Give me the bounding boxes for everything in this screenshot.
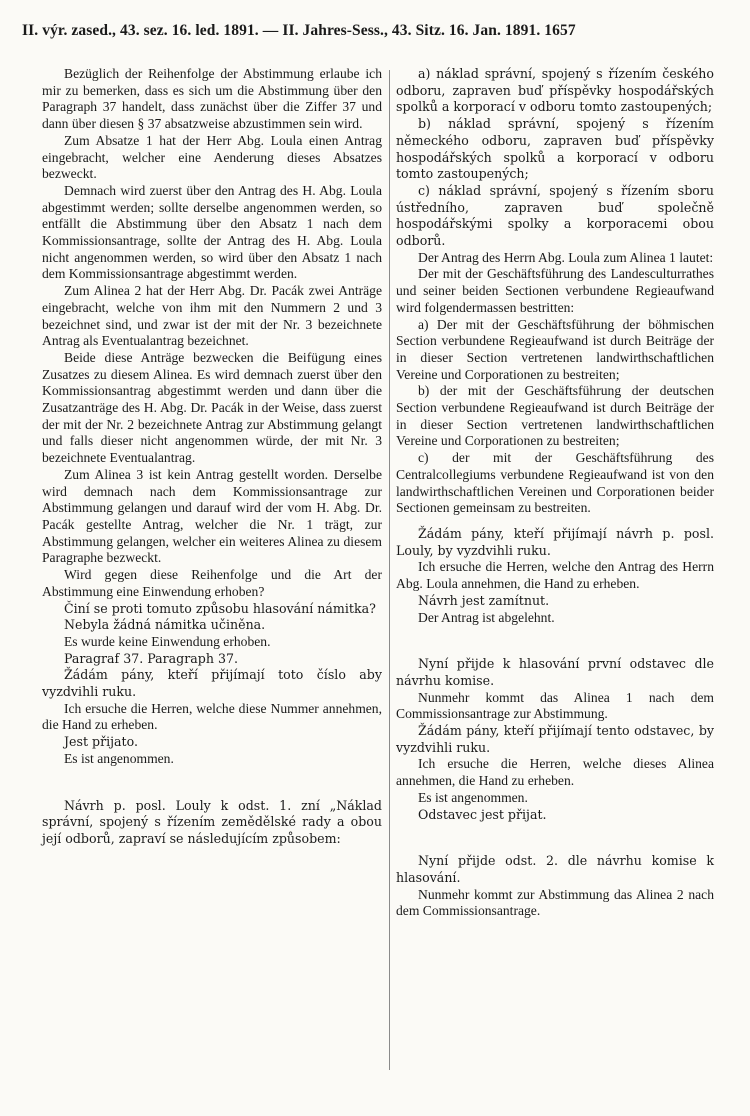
right-paragraph: b) der mit der Geschäftsführung der deutschen Section verbundene Regieaufwand ist durch Beiträge der in dieser Section vertretenen landwirthschaftlichen Vereine und Corporationen zu bestreiten; — [396, 383, 714, 449]
right-paragraph: Nunmehr kommt zur Abstimmung das Alinea 2 nach dem Commissionsantrage. — [396, 886, 714, 919]
left-paragraph: Zum Alinea 3 ist kein Antrag gestellt worden. Derselbe wird demnach nach dem Kommissionsantrage zur Abstimmung gelangen und darauf wird der vom H. Abg. Dr. Pacák gestellte Antrag, welcher die Nr. 1 trägt, zur Abstimmung gelangen, welcher ein weiteres Alinea zu diesem Paragraphe bezweckt. — [42, 466, 382, 566]
left-paragraph: Jest přijato. — [64, 734, 138, 750]
right-paragraph: a) Der mit der Geschäftsführung der böhmischen Section verbundene Regieaufwand ist durch Beiträge der in dieser Section vertretenen landwirthschaftlichen Vereine und Corporationen zu bestreiten; — [396, 316, 714, 382]
right-paragraph: Žádám pány, kteří přijímají tento odstavec, by vyzdvihli ruku. — [396, 723, 714, 755]
right-paragraph: Nyní přijde odst. 2. dle návrhu komise k hlasování. — [396, 853, 714, 885]
right-paragraph: Ich ersuche die Herren, welche dieses Alinea annehmen, die Hand zu erheben. — [396, 756, 714, 789]
left-paragraph: Es wurde keine Einwendung erhoben. — [64, 633, 271, 649]
column-divider — [389, 70, 390, 1070]
left-paragraph: Demnach wird zuerst über den Antrag des H. Abg. Loula abgestimmt werden; sollte derselbe angenommen werden, so entfällt die Abstimmung über den Absatz 1 nach dem Kommissionsantrage, sollte der Antrag des H. Abg. Loula nicht angenommen werden, so wird über den Absatz 1 nach dem Kommissionsantrage abgestimmt werden. — [42, 182, 382, 282]
left-paragraph: Paragraf 37. Paragraph 37. — [64, 650, 238, 666]
right-paragraph: Odstavec jest přijat. — [418, 806, 547, 822]
left-paragraph: Nebyla žádná námitka učiněna. — [64, 617, 266, 633]
right-paragraph: a) náklad správní, spojený s řízením českého odboru, zapraven buď příspěvky hospodářských spolků a korporací v odboru tomto zastoupených; — [396, 66, 714, 115]
right-paragraph: Nyní přijde k hlasování první odstavec dle návrhu komise. — [396, 656, 714, 688]
right-paragraph: Der Antrag des Herrn Abg. Loula zum Alinea 1 lautet: — [418, 249, 714, 265]
right-paragraph: Ich ersuche die Herren, welche den Antrag des Herrn Abg. Loula annehmen, die Hand zu erheben. — [396, 559, 714, 592]
left-paragraph: Činí se proti tomuto způsobu hlasování námitka? — [64, 600, 376, 616]
page-header: II. výr. zased., 43. sez. 16. led. 1891. — II. Jahres-Sess., 43. Sitz. 16. Jan. 1891. 1657 — [22, 22, 576, 39]
right-paragraph: b) náklad správní, spojený s řízením německého odboru, zapraven buď příspěvky hospodářských spolků a korporací v odboru tomto zastoupených; — [396, 116, 714, 182]
left-paragraph: Bezüglich der Reihenfolge der Abstimmung erlaube ich mir zu bemerken, dass es sich um die Abstimmung über den Paragraph 37 handelt, dass zunächst über die Ziffer 37 und dann über diesen § 37 absatzweise abzustimmen sein wird. — [42, 66, 382, 132]
right-paragraph: Der Antrag ist abgelehnt. — [418, 609, 555, 625]
left-paragraph: Návrh p. posl. Louly k odst. 1. zní „Náklad správní, spojený s řízením zemědělské rady a obou její odborů, zapraví se následujícím způsobem: — [42, 797, 382, 846]
right-column — [396, 66, 714, 920]
right-paragraph: Der mit der Geschäftsführung des Landesculturrathes und seiner beiden Sectionen verbundene Regieaufwand wird folgendermassen bestritten: — [396, 266, 714, 315]
left-paragraph: Ich ersuche die Herren, welche diese Nummer annehmen, die Hand zu erheben. — [42, 700, 382, 733]
left-column — [42, 66, 382, 848]
left-paragraph: Žádám pány, kteří přijímají toto číslo aby vyzdvihli ruku. — [42, 667, 382, 700]
right-paragraph: c) der mit der Geschäftsführung des Centralcollegiums verbundene Regieaufwand ist von den landwirthschaftlichen Vereinen und Corporationen beider Sectionen gemeinsam zu bestreiten. — [396, 450, 714, 516]
right-paragraph: Žádám pány, kteří přijímají návrh p. posl. Louly, by vyzdvihli ruku. — [396, 525, 714, 558]
right-paragraph: Návrh jest zamítnut. — [418, 592, 550, 608]
left-paragraph: Zum Absatze 1 hat der Herr Abg. Loula einen Antrag eingebracht, welcher eine Aenderung dieses Absatzes bezweckt. — [42, 132, 382, 182]
left-paragraph: Zum Alinea 2 hat der Herr Abg. Dr. Pacák zwei Anträge eingebracht, welche von ihm mit den Nummern 2 und 3 bezeichnet sind, und zwar ist der mit der Nr. 3 bezeichnete Antrag als Eventualantrag bezeichnet. — [42, 283, 382, 349]
left-paragraph: Es ist angenommen. — [64, 750, 174, 766]
right-paragraph: c) náklad správní, spojený s řízením sboru ústředního, zapraven buď společně hospodářskými spolky a korporacemi obou odborů. — [396, 182, 714, 249]
right-paragraph: Es ist angenommen. — [418, 789, 528, 805]
left-paragraph: Beide diese Anträge bezwecken die Beifügung eines Zusatzes zu diesem Alinea. Es wird demnach zuerst über den Kommissionsantrag abgestimmt werden und dann über die Zusatzanträge des H. Abg. Dr. Pacák in der Weise, dass zuerst der mit der Nr. 2 bezeichnete Antrag zur Abstimmung gelangt und falls dieser nicht angenommen würde, der mit Nr. 3 bezeichnete Eventualantrag. — [42, 349, 382, 466]
right-paragraph: Nunmehr kommt das Alinea 1 nach dem Commissionsantrage zur Abstimmung. — [396, 689, 714, 722]
left-paragraph: Wird gegen diese Reihenfolge und die Art der Abstimmung eine Einwendung erhoben? — [42, 567, 382, 599]
